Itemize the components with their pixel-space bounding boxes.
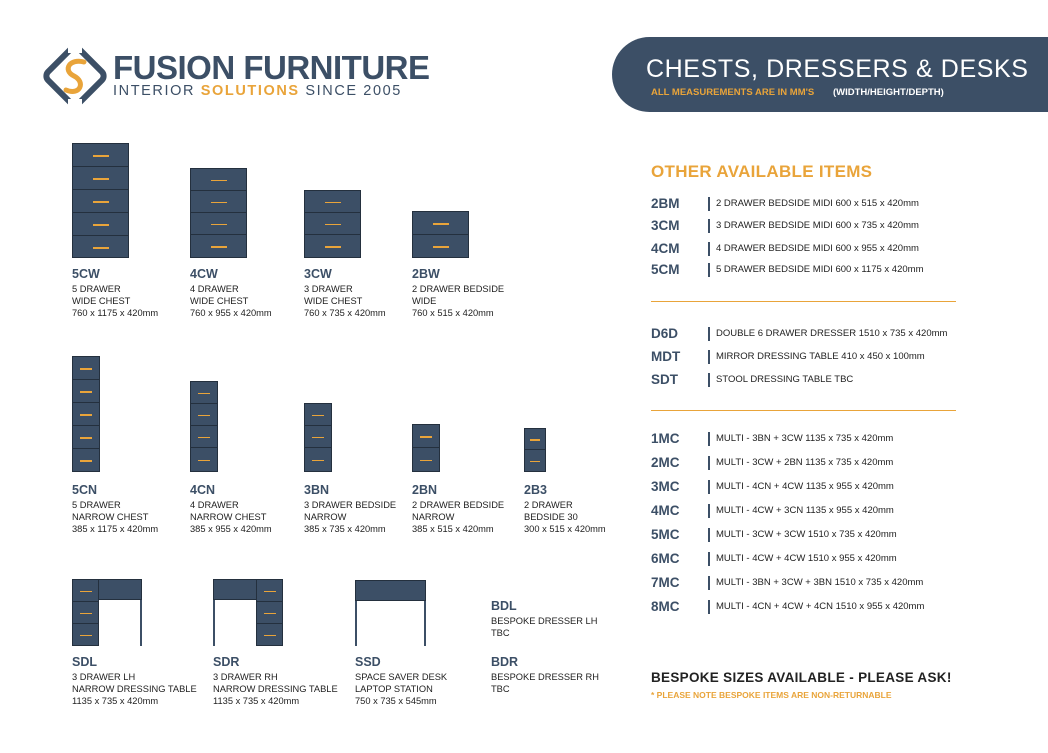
list-item: 6MC MULTI - 4CW + 4CW 1510 x 955 x 420mm <box>651 551 897 566</box>
list-item: 7MC MULTI - 3BN + 3CW + 3BN 1510 x 735 x 420mm <box>651 575 924 590</box>
item-sdr: SDR 3 DRAWER RH NARROW DRESSING TABLE 1135 x 735 x 420mm <box>213 655 338 706</box>
divider <box>651 410 956 411</box>
list-item: 4MC MULTI - 4CW + 3CN 1135 x 955 x 420mm <box>651 503 894 518</box>
list-item: 3MC MULTI - 4CN + 4CW 1135 x 955 x 420mm <box>651 479 894 494</box>
sdr-leg <box>213 600 215 646</box>
item-5cn: 5CN 5 DRAWER NARROW CHEST 385 x 1175 x 420mm <box>72 483 159 534</box>
3bn-drawing <box>304 403 332 472</box>
item-2b3: 2B3 2 DRAWER BEDSIDE 30 300 x 515 x 420mm <box>524 483 606 534</box>
brand-name: FUSION FURNITURE <box>113 49 430 86</box>
sdl-tabletop <box>98 579 142 600</box>
list-item: 2BM 2 DRAWER BEDSIDE MIDI 600 x 515 x 420mm <box>651 196 919 211</box>
dimension-order: (WIDTH/HEIGHT/DEPTH) <box>833 87 944 98</box>
brand-logo-icon <box>40 40 110 112</box>
list-item: SDT STOOL DRESSING TABLE TBC <box>651 372 854 387</box>
list-item: 8MC MULTI - 4CN + 4CW + 4CN 1510 x 955 x 420mm <box>651 599 925 614</box>
item-ssd: SSD SPACE SAVER DESK LAPTOP STATION 750 x 735 x 545mm <box>355 655 448 706</box>
3cw-drawing <box>304 190 361 258</box>
4cn-drawing <box>190 381 218 472</box>
sdr-tabletop <box>213 579 257 600</box>
item-5cw: 5CW 5 DRAWER WIDE CHEST 760 x 1175 x 420mm <box>72 267 159 318</box>
list-item: 3CM 3 DRAWER BEDSIDE MIDI 600 x 735 x 420mm <box>651 218 919 233</box>
item-2bw: 2BW 2 DRAWER BEDSIDE WIDE 760 x 515 x 420mm <box>412 267 505 318</box>
item-bdr: BDR BESPOKE DRESSER RH TBC <box>491 655 599 694</box>
item-2bn: 2BN 2 DRAWER BEDSIDE NARROW 385 x 515 x 420mm <box>412 483 505 534</box>
item-bdl: BDL BESPOKE DRESSER LH TBC <box>491 599 598 638</box>
2bn-drawing <box>412 424 440 472</box>
ssd-leg-left <box>355 601 357 646</box>
item-4cw: 4CW 4 DRAWER WIDE CHEST 760 x 955 x 420mm <box>190 267 272 318</box>
list-item: 2MC MULTI - 3CW + 2BN 1135 x 735 x 420mm <box>651 455 894 470</box>
divider <box>651 301 956 302</box>
4cw-drawing <box>190 168 247 258</box>
2bw-drawing <box>412 211 469 258</box>
ssd-leg-right <box>424 601 426 646</box>
sdl-drawer-stack <box>72 579 99 646</box>
item-sdl: SDL 3 DRAWER LH NARROW DRESSING TABLE 1135 x 735 x 420mm <box>72 655 197 706</box>
sdr-drawer-stack <box>256 579 283 646</box>
list-item: D6D DOUBLE 6 DRAWER DRESSER 1510 x 735 x 420mm <box>651 326 948 341</box>
brand-tagline: INTERIOR SOLUTIONS SINCE 2005 <box>113 83 402 99</box>
list-item: 5MC MULTI - 3CW + 3CW 1510 x 735 x 420mm <box>651 527 897 542</box>
sdl-leg <box>140 600 142 646</box>
item-4cn: 4CN 4 DRAWER NARROW CHEST 385 x 955 x 420mm <box>190 483 272 534</box>
other-items-title: OTHER AVAILABLE ITEMS <box>651 162 873 181</box>
list-item: MDT MIRROR DRESSING TABLE 410 x 450 x 100mm <box>651 349 925 364</box>
5cw-drawing <box>72 143 129 258</box>
item-3bn: 3BN 3 DRAWER BEDSIDE NARROW 385 x 735 x 420mm <box>304 483 397 534</box>
5cn-drawing <box>72 356 100 472</box>
page-title: CHESTS, DRESSERS & DESKS <box>646 55 1029 83</box>
list-item: 4CM 4 DRAWER BEDSIDE MIDI 600 x 955 x 420mm <box>651 241 919 256</box>
measurement-note: ALL MEASUREMENTS ARE IN MM'S <box>651 87 815 98</box>
list-item: 5CM 5 DRAWER BEDSIDE MIDI 600 x 1175 x 420mm <box>651 262 924 277</box>
item-3cw: 3CW 3 DRAWER WIDE CHEST 760 x 735 x 420mm <box>304 267 386 318</box>
2b3-drawing <box>524 428 546 472</box>
list-item: 1MC MULTI - 3BN + 3CW 1135 x 735 x 420mm <box>651 431 894 446</box>
bespoke-title: BESPOKE SIZES AVAILABLE - PLEASE ASK! <box>651 670 952 685</box>
bespoke-note: * PLEASE NOTE BESPOKE ITEMS ARE NON-RETURNABLE <box>651 690 892 700</box>
ssd-desktop <box>355 580 426 601</box>
